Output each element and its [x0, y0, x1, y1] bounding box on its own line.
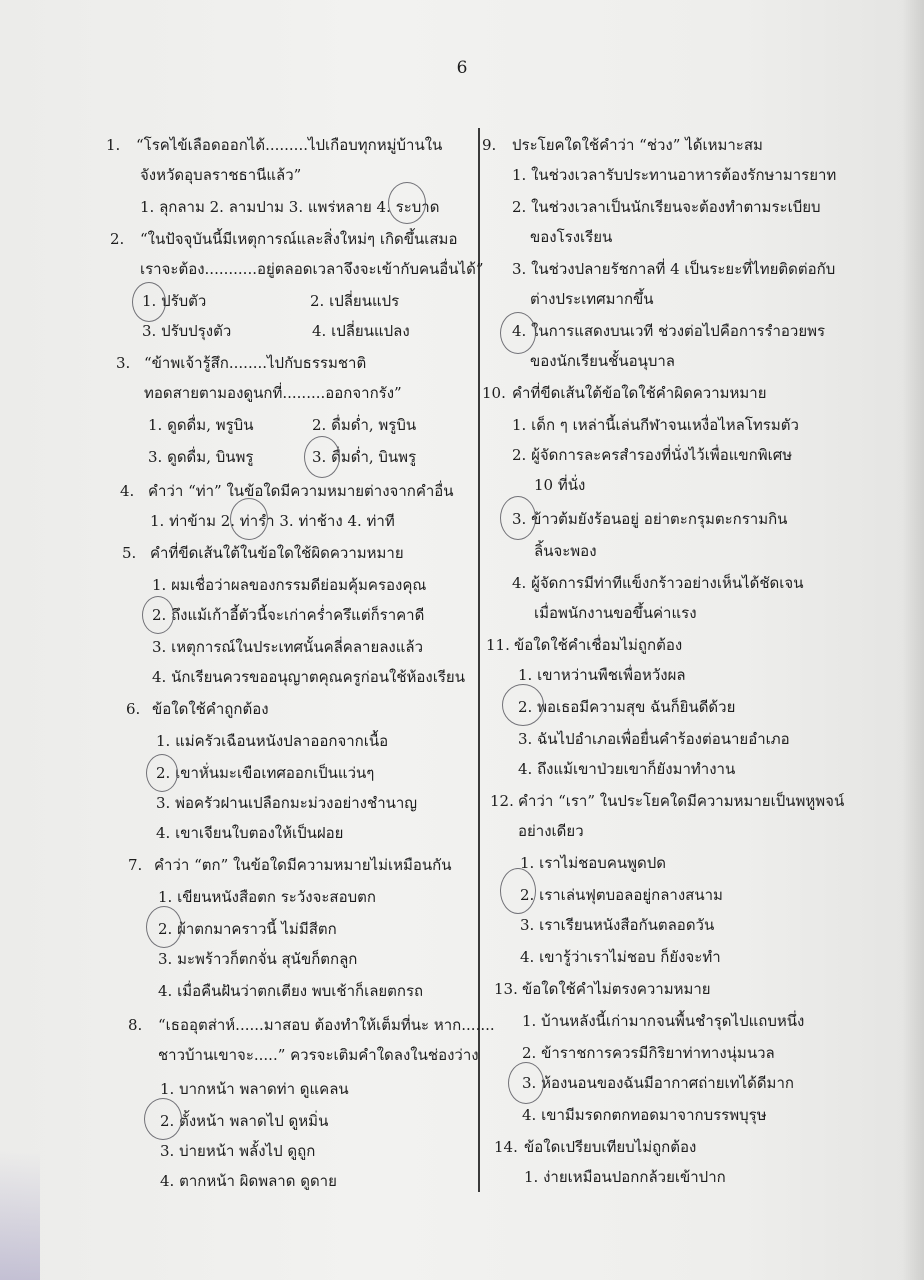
question-number: 7.	[128, 856, 143, 874]
question-text: “เธออุตส่าห์......มาสอบ ต้องทำให้เต็มที่นะ หาก.......	[158, 1016, 495, 1034]
answer-option: 1. บ้านหลังนี้เก่ามากจนพื้นชำรุดไปแถบหนึ่ง	[522, 1012, 805, 1030]
answer-option: 3. ข้าวต้มยังร้อนอยู่ อย่าตะกรุมตะกรามกิน	[512, 510, 788, 528]
question-text: ชาวบ้านเขาจะ.....” ควรจะเติมคำใดลงในช่องว่าง	[158, 1046, 479, 1064]
question-text: ข้อใดใช้คำไม่ตรงความหมาย	[522, 980, 711, 998]
question-text: จังหวัดอุบลราชธานีแล้ว”	[140, 166, 302, 184]
answer-circle-mark	[388, 182, 426, 224]
answer-option: 3. เราเรียนหนังสือกันตลอดวัน	[520, 916, 715, 934]
answer-circle-mark	[500, 496, 536, 540]
answer-option: 1. ในช่วงเวลารับประทานอาหารต้องรักษามารยาท	[512, 166, 837, 184]
answer-option: 1. เราไม่ชอบคนพูดปด	[520, 854, 667, 872]
answer-option: 2. เปลี่ยนแปร	[310, 292, 400, 310]
answer-circle-mark	[502, 684, 544, 726]
question-number: 4.	[120, 482, 135, 500]
answer-option: 2. ตั้งหน้า พลาดไป ดูหมิ่น	[160, 1112, 329, 1130]
answer-option: 1. แม่ครัวเฉือนหนังปลาออกจากเนื้อ	[156, 732, 389, 750]
answer-option-cont: ลิ้นจะพอง	[534, 542, 597, 560]
page-corner-tint	[0, 1150, 40, 1280]
answer-option: 4. เขารู้ว่าเราไม่ชอบ ก็ยังจะทำ	[520, 948, 721, 966]
answer-option: 3. มะพร้าวก็ตกจั่น สุนัขก็ตกลูก	[158, 950, 358, 968]
answer-option: 1. บากหน้า พลาดท่า ดูแคลน	[160, 1080, 349, 1098]
answer-option-cont: ของโรงเรียน	[530, 228, 613, 246]
answer-option-cont: ของนักเรียนชั้นอนุบาล	[530, 352, 675, 370]
question-number: 9.	[482, 136, 497, 154]
page-edge-shadow	[902, 0, 924, 1280]
question-number: 10.	[482, 384, 506, 402]
answer-option: 4. เมื่อคืนฝันว่าตกเตียง พบเช้าก็เลยตกรถ	[158, 982, 424, 1000]
answer-option-cont: 10 ที่นั่ง	[534, 476, 586, 494]
answer-option: 1. เด็ก ๆ เหล่านี้เล่นกีฬาจนเหงื่อไหลโทรมตัว	[512, 416, 799, 434]
answer-option: 4. นักเรียนควรขออนุญาตคุณครูก่อนใช้ห้องเรียน	[152, 668, 465, 686]
question-text: ข้อใดเปรียบเทียบไม่ถูกต้อง	[524, 1138, 697, 1156]
answer-options: 1. ท่าข้าม 2. ท่ารำ 3. ท่าช้าง 4. ท่าที	[150, 512, 395, 530]
answer-option: 2. ผู้จัดการละครสำรองที่นั่งไว้เพื่อแขกพิเศษ	[512, 446, 793, 464]
answer-circle-mark	[146, 754, 178, 792]
answer-option: 2. ดื่มด่ำ, พรูบิน	[312, 416, 417, 434]
answer-option: 1. เขาหว่านพืชเพื่อหวังผล	[518, 666, 686, 684]
answer-option: 3. เหตุการณ์ในประเทศนั้นคลี่คลายลงแล้ว	[152, 638, 424, 656]
answer-option: 3. ในช่วงปลายรัชกาลที่ 4 เป็นระยะที่ไทยติดต่อกับ	[512, 260, 836, 278]
answer-option: 4. เขามีมรดกตกทอดมาจากบรรพบุรุษ	[522, 1106, 767, 1124]
answer-circle-mark	[500, 868, 536, 914]
answer-option: 1. ปรับตัว	[142, 292, 207, 310]
question-number: 8.	[128, 1016, 143, 1034]
question-number: 2.	[110, 230, 125, 248]
page-number: 6	[456, 58, 468, 78]
answer-option: 2. เราเล่นฟุตบอลอยู่กลางสนาม	[520, 886, 723, 904]
answer-option: 2. ข้าราชการควรมีกิริยาท่าทางนุ่มนวล	[522, 1044, 775, 1062]
answer-option: 1. ง่ายเหมือนปอกกล้วยเข้าปาก	[524, 1168, 726, 1186]
question-text: คำว่า “ท่า” ในข้อใดมีความหมายต่างจากคำอื่น	[148, 482, 454, 500]
answer-option: 4. เขาเจียนใบตองให้เป็นฝอย	[156, 824, 344, 842]
answer-option: 3. ฉันไปอำเภอเพื่อยื่นคำร้องต่อนายอำเภอ	[518, 730, 790, 748]
answer-circle-mark	[144, 1098, 182, 1140]
answer-circle-mark	[230, 498, 268, 540]
answer-options: 1. ลุกลาม 2. ลามปาม 3. แพร่หลาย 4. ระบาด	[140, 198, 440, 216]
answer-option: 1. ผมเชื่อว่าผลของกรรมดีย่อมคุ้มครองคุณ	[152, 576, 427, 594]
answer-option: 2. เขาหั่นมะเขือเทศออกเป็นแว่นๆ	[156, 764, 375, 782]
question-text: ทอดสายตามองดูนกที่.........ออกจากรัง”	[144, 384, 402, 402]
answer-option-cont: ต่างประเทศมากขึ้น	[530, 290, 654, 308]
answer-option: 3. พ่อครัวฝานเปลือกมะม่วงอย่างชำนาญ	[156, 794, 418, 812]
question-number: 11.	[486, 636, 510, 654]
answer-option: 3. ดื่มด่ำ, บินพรู	[312, 448, 417, 466]
question-number: 13.	[494, 980, 518, 998]
question-text: “ข้าพเจ้ารู้สึก........ไปกับธรรมชาติ	[144, 354, 367, 372]
answer-option: 3. บ่ายหน้า พลั้งไป ดูถูก	[160, 1142, 316, 1160]
answer-circle-mark	[132, 282, 166, 322]
question-text: เราจะต้อง...........อยู่ตลอดเวลาจึงจะเข้ากับคนอื่นได้”	[140, 260, 484, 278]
answer-circle-mark	[304, 436, 340, 478]
question-number: 3.	[116, 354, 131, 372]
answer-option: 4. ผู้จัดการมีท่าทีแข็งกร้าวอย่างเห็นได้ชัดเจน	[512, 574, 804, 592]
question-number: 1.	[106, 136, 121, 154]
question-text: อย่างเดียว	[518, 822, 584, 840]
answer-option: 4. ตากหน้า ผิดพลาด ดูดาย	[160, 1172, 337, 1190]
answer-option: 2. ในช่วงเวลาเป็นนักเรียนจะต้องทำตามระเบียบ	[512, 198, 821, 216]
question-text: ข้อใดใช้คำถูกต้อง	[152, 700, 269, 718]
question-text: คำว่า “เรา” ในประโยคใดมีความหมายเป็นพหูพจน์	[518, 792, 845, 810]
question-number: 12.	[490, 792, 514, 810]
question-text: คำว่า “ตก” ในข้อใดมีความหมายไม่เหมือนกัน	[154, 856, 452, 874]
question-text: “ในปัจจุบันนี้มีเหตุการณ์และสิ่งใหม่ๆ เกิดขึ้นเสมอ	[140, 230, 458, 248]
question-number: 5.	[122, 544, 137, 562]
answer-circle-mark	[500, 312, 536, 354]
question-number: 14.	[494, 1138, 518, 1156]
answer-option: 1. เขียนหนังสือตก ระวังจะสอบตก	[158, 888, 376, 906]
answer-option: 3. ดูดดื่ม, บินพรู	[148, 448, 254, 466]
answer-option: 2. ถึงแม้เก้าอี้ตัวนี้จะเก่าคร่ำครึแต่ก็ราคาดี	[152, 606, 425, 624]
answer-option: 4. ถึงแม้เขาป่วยเขาก็ยังมาทำงาน	[518, 760, 736, 778]
question-text: คำที่ขีดเส้นใต้ในข้อใดใช้ผิดความหมาย	[150, 544, 404, 562]
answer-option: 1. ดูดดื่ม, พรูบิน	[148, 416, 254, 434]
answer-option-cont: เมื่อพนักงานขอขึ้นค่าแรง	[534, 604, 697, 622]
answer-option: 3. ปรับปรุงตัว	[142, 322, 232, 340]
question-number: 6.	[126, 700, 141, 718]
answer-option: 3. ห้องนอนของฉันมีอากาศถ่ายเทได้ดีมาก	[522, 1074, 794, 1092]
question-text: ข้อใดใช้คำเชื่อมไม่ถูกต้อง	[514, 636, 683, 654]
question-text: ประโยคใดใช้คำว่า “ช่วง” ได้เหมาะสม	[512, 136, 763, 154]
question-text: คำที่ขีดเส้นใต้ข้อใดใช้คำผิดความหมาย	[512, 384, 767, 402]
answer-circle-mark	[146, 906, 182, 948]
answer-option: 2. พอเธอมีความสุข ฉันก็ยินดีด้วย	[518, 698, 736, 716]
answer-option: 4. ในการแสดงบนเวที ช่วงต่อไปคือการรำอวยพร	[512, 322, 826, 340]
answer-option: 4. เปลี่ยนแปลง	[312, 322, 410, 340]
answer-circle-mark	[142, 596, 174, 634]
question-text: “โรคไข้เลือดออกได้.........ไปเกือบทุกหมู่บ้านใน	[136, 136, 443, 154]
answer-option: 2. ผ้าตกมาคราวนี้ ไม่มีสีตก	[158, 920, 337, 938]
answer-circle-mark	[508, 1062, 544, 1104]
